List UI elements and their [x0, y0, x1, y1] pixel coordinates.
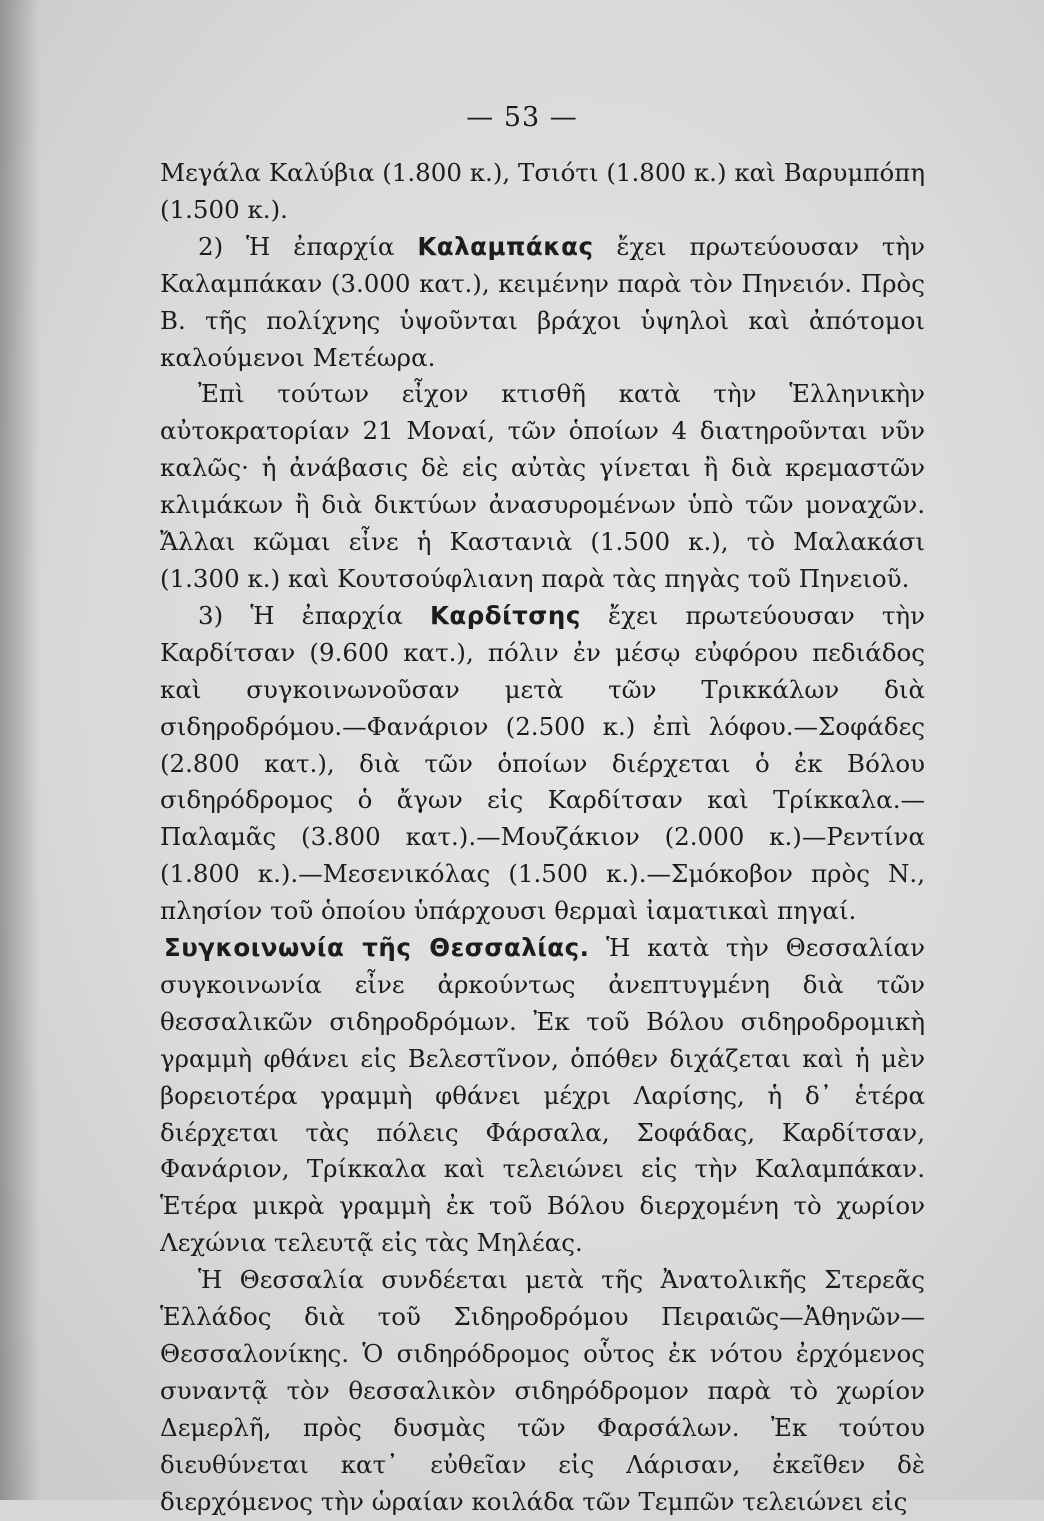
- paragraph-4: [160, 598, 925, 930]
- page-number: — 53 —: [466, 102, 578, 133]
- paragraph-1: Μεγάλα Καλύβια (1.800 κ.), Τσιότι (1.800 κ.) καὶ Βαρυμπόπη (1.500 κ.).: [160, 158, 925, 224]
- paragraph-5-text: Ἡ κατὰ τὴν Θεσσαλίαν συγκοινωνία εἶνε ἀρκούντως ἀνεπτυγμένη διὰ τῶν θεσσαλικῶν σιδηροδρόμων. Ἐκ τοῦ Βόλου σιδηροδρομικὴ γραμμὴ φθάνει εἰς Βελεστῖνον, ὁπόθεν διχάζεται καὶ ἡ μὲν βορειοτέρα γραμμὴ φθάνει μέχρι Λαρίσης, ἡ δ᾽ ἑτέρα διέρχεται τὰς πόλεις Φάρσαλα, Σοφάδας, Καρδίτσαν, Φανάριον, Τρίκκαλα καὶ τελειώνει εἰς τὴν Καλαμπάκαν. Ἑτέρα μικρὰ γραμμὴ ἐκ τοῦ Βόλου διερχομένη τὸ χωρίον Λεχώνια τελευτᾷ εἰς τὰς Μηλέας.: [160, 933, 925, 1258]
- paragraph-5: [160, 930, 925, 1262]
- paragraph-2-text: ἔχει πρωτεύουσαν τὴν Καλαμπάκαν (3.000 κατ.), κειμένην παρὰ τὸν Πηνειόν. Πρὸς Β. τῆς πολίχνης ὑψοῦνται βράχοι ὑψηλοὶ καὶ ἀπότομοι καλούμενοι Μετέωρα.: [160, 231, 925, 372]
- paragraph-6: Ἡ Θεσσαλία συνδέεται μετὰ τῆς Ἀνατολικῆς Στερεᾶς Ἑλλάδος διὰ τοῦ Σιδηροδρόμου Πειραιῶς—Ἀθηνῶν—Θεσσαλονίκης. Ὁ σιδηρόδρομος οὗτος ἐκ νότου ἐρχόμενος συναντᾷ τὸν θεσσαλικὸν σιδηρόδρομον παρὰ τὸ χωρίον Δεμερλῆ, πρὸς δυσμὰς τῶν Φαρσάλων. Ἐκ τούτου διευθύνεται κατ᾽ εὐθεῖαν εἰς Λάρισαν, ἐκεῖθεν δὲ διερχόμενος τὴν ὡραίαν κοιλάδα τῶν Τεμπῶν τελειώνει εἰς: [160, 1265, 925, 1516]
- page-edge-shadow: [0, 0, 40, 1500]
- paragraph-4-intro: 3) Ἡ ἐπαρχία: [198, 600, 403, 630]
- body-text: [160, 155, 925, 1521]
- heading-thessaly-communication: Συγκοινωνία τῆς Θεσσαλίας.: [164, 933, 590, 963]
- paragraph-3: Ἐπὶ τούτων εἶχον κτισθῆ κατὰ τὴν Ἑλληνικὴν αὐτοκρατορίαν 21 Μοναί, τῶν ὁποίων 4 διατηροῦνται νῦν καλῶς· ἡ ἀνάβασις δὲ εἰς αὐτὰς γίνεται ἢ διὰ κρεμαστῶν κλιμάκων ἢ διὰ δικτύων ἀνασυρομένων ὑπὸ τῶν μοναχῶν. Ἄλλαι κῶμαι εἶνε ἡ Καστανιὰ (1.500 κ.), τὸ Μαλακάσι (1.300 κ.) καὶ Κουτσούφλιανη παρὰ τὰς πηγὰς τοῦ Πηνειοῦ.: [160, 379, 925, 593]
- paragraph-2-intro: 2) Ἡ ἐπαρχία: [198, 231, 395, 261]
- paragraph-2: [160, 229, 925, 377]
- term-karditsis: Καρδίτσης: [429, 600, 581, 630]
- paragraph-4-text: ἔχει πρωτεύουσαν τὴν Καρδίτσαν (9.600 κατ.), πόλιν ἐν μέσῳ εὐφόρου πεδιάδος καὶ συγκοινωνοῦσαν μετὰ τῶν Τρικκάλων διὰ σιδηροδρόμου.—Φανάριον (2.500 κ.) ἐπὶ λόφου.—Σοφάδες (2.800 κατ.), διὰ τῶν ὁποίων διέρχεται ὁ ἐκ Βόλου σιδηρόδρομος ὁ ἄγων εἰς Καρδίτσαν καὶ Τρίκκαλα.—Παλαμᾶς (3.800 κατ.).—Μουζάκιον (2.000 κ.)—Ρεντίνα (1.800 κ.).—Μεσενικόλας (1.500 κ.).—Σμόκοβον πρὸς Ν., πλησίον τοῦ ὁποίου ὑπάρχουσι θερμαὶ ἰαματικαὶ πηγαί.: [160, 600, 925, 926]
- term-kalampakas: Καλαμπάκας: [417, 231, 594, 261]
